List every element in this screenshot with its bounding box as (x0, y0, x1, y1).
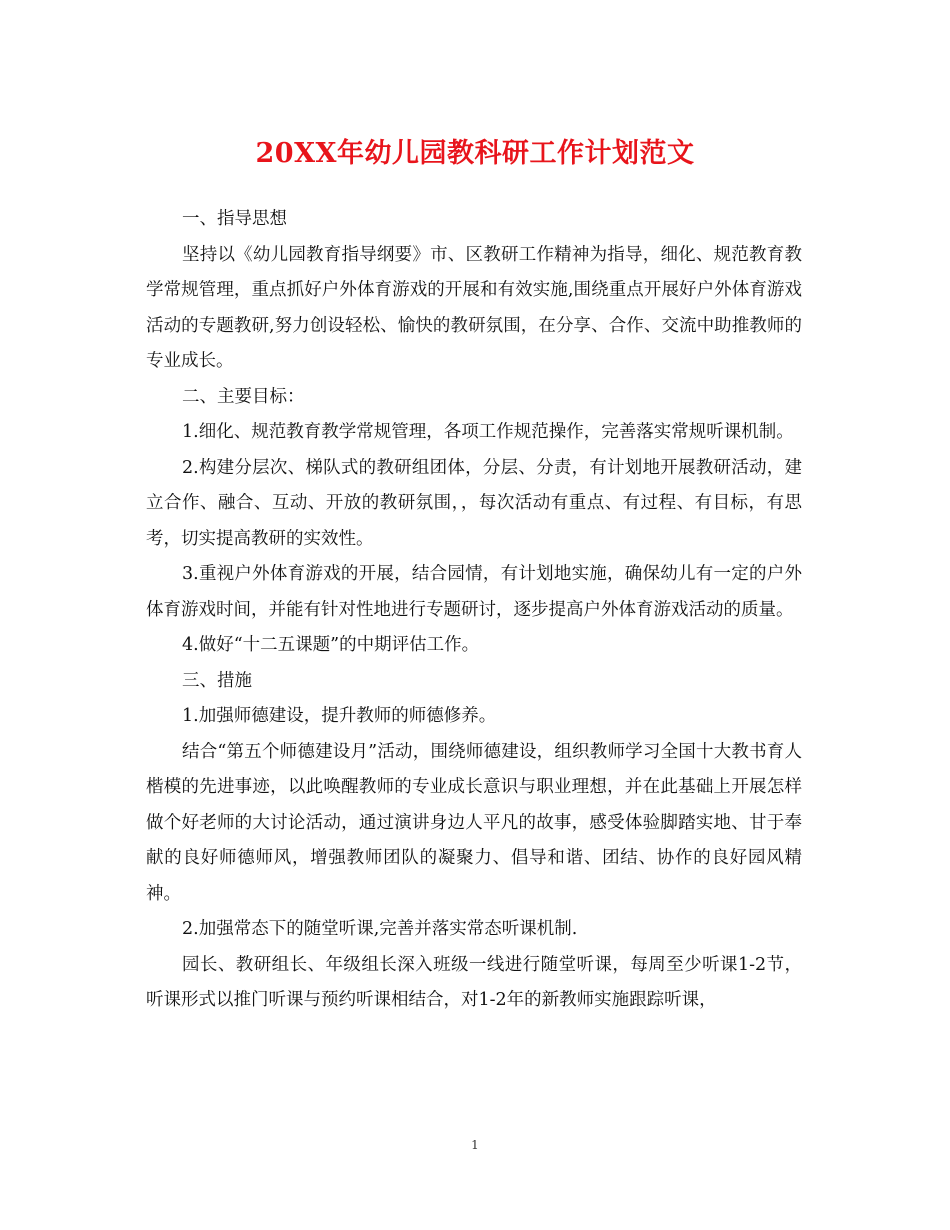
paragraph: 坚持以《幼儿园教育指导纲要》市、区教研工作精神为指导，细化、规范教育教学常规管理，重点抓好户外体育游戏的开展和有效实施,围绕重点开展好户外体育游戏活动的专题教研,努力创设轻松、愉快的教研氛围，在分享、合作、交流中助推教师的专业成长。 (146, 244, 802, 371)
subsection-heading: 1.加强师德建设，提升教师的师德修养。 (182, 706, 497, 726)
page-number: 1 (471, 1138, 479, 1152)
paragraph: 结合“第五个师德建设月”活动，围绕师德建设，组织教师学习全国十大教书育人楷模的先进事迹，以此唤醒教师的专业成长意识与职业理想，并在此基础上开展怎样做个好老师的大讨论活动，通过演讲身边人平凡的故事，感受体验脚踏实地、甘于奉献的良好师德师风，增强教师团队的凝聚力、倡导和谐、团结、协作的良好园风精神。 (146, 741, 802, 904)
document-body (146, 202, 802, 1019)
paragraph: 园长、教研组长、年级组长深入班级一线进行随堂听课，每周至少听课1-2节，听课形式以推门听课与预约听课相结合，对1-2年的新教师实施跟踪听课， (146, 954, 802, 1010)
subsection-heading: 2.加强常态下的随堂听课,完善并落实常态听课机制. (182, 919, 578, 939)
list-item: 3.重视户外体育游戏的开展，结合园情，有计划地实施，确保幼儿有一定的户外体育游戏时间，并能有针对性地进行专题研讨，逐步提高户外体育游戏活动的质量。 (146, 564, 802, 620)
list-item: 2.构建分层次、梯队式的教研组团体，分层、分责，有计划地开展教研活动，建立合作、融合、互动、开放的教研氛围，，每次活动有重点、有过程、有目标，有思考，切实提高教研的实效性。 (146, 457, 802, 549)
section-heading: 三、措施 (182, 670, 252, 691)
section-heading: 二、主要目标： (182, 386, 305, 407)
section-heading: 一、指导思想 (182, 209, 287, 229)
document-title: 20XX年幼儿园教科研工作计划范文 (255, 138, 695, 169)
list-item: 1.细化、规范教育教学常规管理，各项工作规范操作，完善落实常规听课机制。 (182, 422, 794, 442)
list-item: 4.做好“十二五课题”的中期评估工作。 (182, 635, 480, 655)
